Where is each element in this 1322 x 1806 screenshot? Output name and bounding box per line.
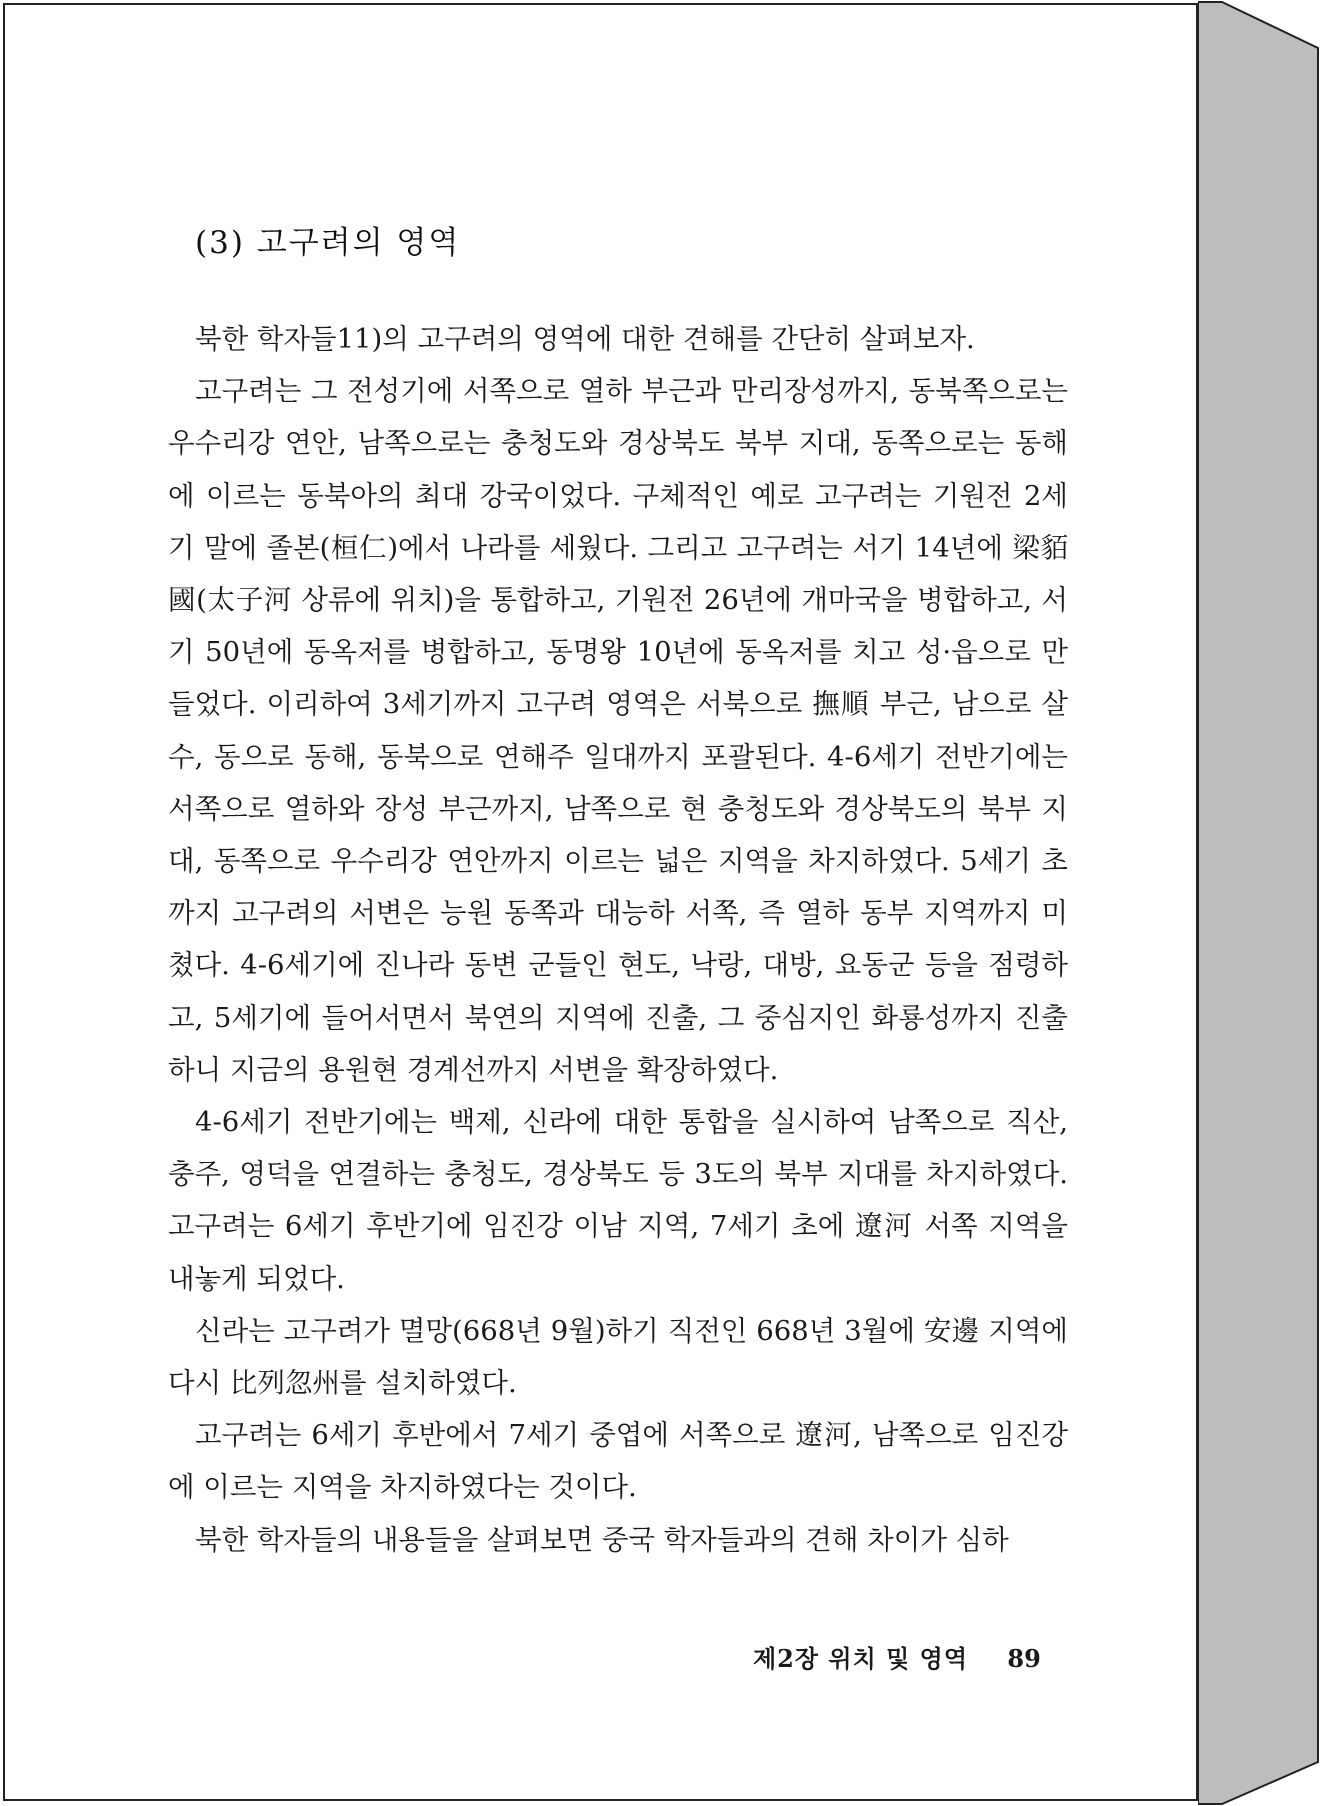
chapter-title: 제2장 위치 및 영역	[753, 1644, 969, 1673]
book-page	[3, 3, 1198, 1801]
book-edge-shadow	[1198, 0, 1322, 1806]
paragraph-1: 북한 학자들11)의 고구려의 영역에 대한 견해를 간단히 살펴보자.	[195, 323, 975, 355]
paragraph-2: 고구려는 그 전성기에 서쪽으로 열하 부근과 만리장성까지, 동북쪽으로는 우수리강 연안, 남쪽으로는 충청도와 경상북도 북부 지대, 동쪽으로는 동해에 이르는 동북아의 최대 강국이었다. 구체적인 예로 고구려는 기원전 2세기 말에 졸본(桓仁)에서 나라를 세웠다. 그리고 고구려는 서기 14년에 梁貊國(太子河 상류에 위치)을 통합하고, 기원전 26년에 개마국을 병합하고, 서기 50년에 동옥저를 병합하고, 동명왕 10년에 동옥저를 치고 성·읍으로 만들었다. 이리하여 3세기까지 고구려 영역은 서북으로 撫順 부근, 남으로 살수, 동으로 동해, 동북으로 연해주 일대까지 포괄된다. 4-6세기 전반기에는 서쪽으로 열하와 장성 부근까지, 남쪽으로 현 충청도와 경상북도의 북부 지대, 동쪽으로 우수리강 연안까지 이르는 넓은 지역을 차지하였다. 5세기 초까지 고구려의 서변은 능원 동쪽과 대능하 서쪽, 즉 열하 동부 지역까지 미쳤다. 4-6세기에 진나라 동변 군들인 현도, 낙랑, 대방, 요동군 등을 점령하고, 5세기에 들어서면서 북연의 지역에 진출, 그 중심지인 화룡성까지 진출하니 지금의 용원현 경계선까지 서변을 확장하였다.	[168, 375, 1068, 1086]
body-text	[168, 313, 1068, 1566]
paragraph-5: 고구려는 6세기 후반에서 7세기 중엽에 서쪽으로 遼河, 남쪽으로 임진강에 이르는 지역을 차지하였다는 것이다.	[168, 1419, 1068, 1504]
page-footer	[753, 1639, 1041, 1674]
paragraph-6: 북한 학자들의 내용들을 살펴보면 중국 학자들과의 견해 차이가 심하	[195, 1523, 1009, 1556]
section-heading: (3) 고구려의 영역	[195, 225, 461, 261]
paragraph-4: 신라는 고구려가 멸망(668년 9월)하기 직전인 668년 3월에 安邊 지역에 다시 比列忽州를 설치하였다.	[168, 1314, 1068, 1400]
page-number: 89	[1007, 1644, 1041, 1673]
paragraph-3: 4-6세기 전반기에는 백제, 신라에 대한 통합을 실시하여 남쪽으로 직산, 충주, 영덕을 연결하는 충청도, 경상북도 등 3도의 북부 지대를 차지하였다. 고구려는 6세기 후반기에 임진강 이남 지역, 7세기 초에 遼河 서쪽 지역을 내놓게 되었다.	[168, 1106, 1068, 1295]
